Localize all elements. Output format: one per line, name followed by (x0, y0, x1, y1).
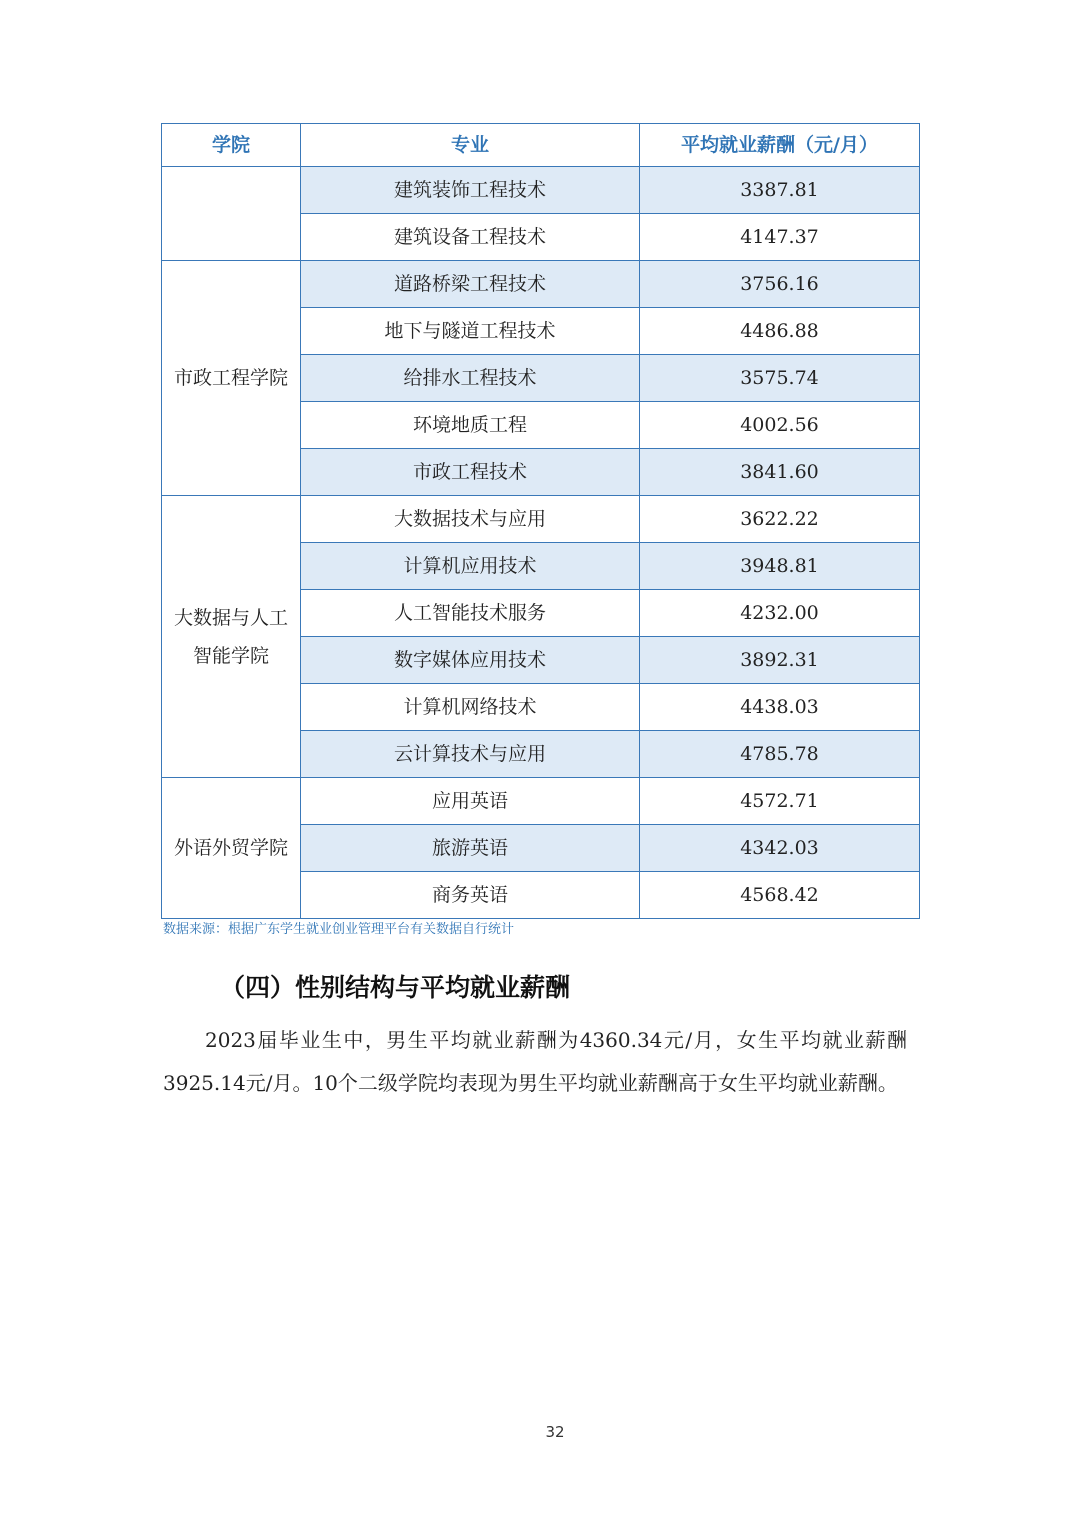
major-cell: 旅游英语 (301, 825, 640, 872)
data-source-note: 数据来源：根据广东学生就业创业管理平台有关数据自行统计 (163, 922, 515, 937)
major-cell: 人工智能技术服务 (301, 590, 640, 637)
college-cell: 大数据与人工智能学院 (162, 496, 301, 778)
section-heading: （四）性别结构与平均就业薪酬 (220, 973, 571, 1002)
salary-cell: 4147.37 (640, 214, 920, 261)
major-cell: 建筑装饰工程技术 (301, 167, 640, 214)
salary-cell: 4342.03 (640, 825, 920, 872)
table-header-row (162, 124, 920, 167)
table-row (162, 496, 920, 543)
college-cell: 外语外贸学院 (162, 778, 301, 919)
table-row (162, 167, 920, 214)
college-column-header: 学院 (162, 124, 301, 167)
major-cell: 地下与隧道工程技术 (301, 308, 640, 355)
major-cell: 道路桥梁工程技术 (301, 261, 640, 308)
major-cell: 计算机网络技术 (301, 684, 640, 731)
major-cell: 数字媒体应用技术 (301, 637, 640, 684)
major-cell: 环境地质工程 (301, 402, 640, 449)
salary-cell: 3622.22 (640, 496, 920, 543)
major-column-header: 专业 (301, 124, 640, 167)
major-cell: 计算机应用技术 (301, 543, 640, 590)
salary-cell: 3756.16 (640, 261, 920, 308)
body-paragraph: 2023届毕业生中，男生平均就业薪酬为4360.34元/月，女生平均就业薪酬3925.14元/月。10个二级学院均表现为男生平均就业薪酬高于女生平均就业薪酬。 (163, 1028, 907, 1095)
page-number: 32 (545, 1423, 565, 1441)
salary-cell: 4785.78 (640, 731, 920, 778)
salary-cell: 3841.60 (640, 449, 920, 496)
major-cell: 云计算技术与应用 (301, 731, 640, 778)
salary-cell: 3387.81 (640, 167, 920, 214)
table-row (162, 261, 920, 308)
major-cell: 建筑设备工程技术 (301, 214, 640, 261)
salary-cell: 4232.00 (640, 590, 920, 637)
college-cell (162, 167, 301, 261)
salary-table (161, 123, 920, 919)
salary-cell: 4438.03 (640, 684, 920, 731)
major-cell: 给排水工程技术 (301, 355, 640, 402)
salary-cell: 4572.71 (640, 778, 920, 825)
college-cell: 市政工程学院 (162, 261, 301, 496)
salary-cell: 3575.74 (640, 355, 920, 402)
salary-cell: 4002.56 (640, 402, 920, 449)
major-cell: 市政工程技术 (301, 449, 640, 496)
salary-cell: 4486.88 (640, 308, 920, 355)
salary-column-header: 平均就业薪酬（元/月） (640, 124, 920, 167)
salary-cell: 3948.81 (640, 543, 920, 590)
salary-cell: 4568.42 (640, 872, 920, 919)
major-cell: 商务英语 (301, 872, 640, 919)
major-cell: 大数据技术与应用 (301, 496, 640, 543)
major-cell: 应用英语 (301, 778, 640, 825)
table-row (162, 778, 920, 825)
salary-cell: 3892.31 (640, 637, 920, 684)
